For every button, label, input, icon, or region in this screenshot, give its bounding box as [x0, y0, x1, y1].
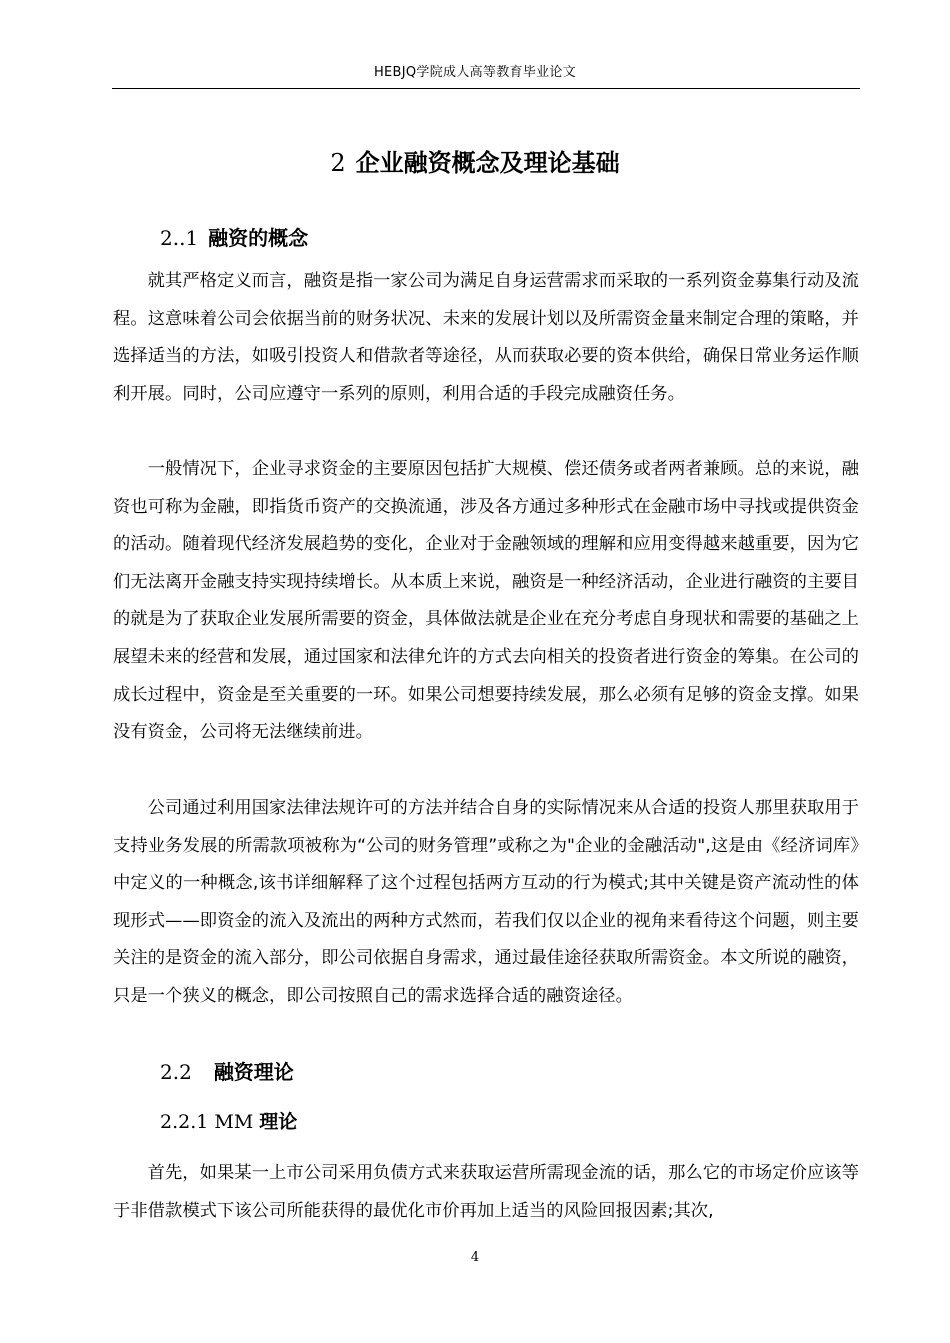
section-heading-2-1 [160, 223, 308, 253]
header-divider [112, 88, 860, 89]
chapter-number: 2 [330, 149, 346, 177]
chapter-title [0, 145, 950, 181]
body-paragraph: 就其严格定义而言，融资是指一家公司为满足自身运营需求而采取的一系列资金募集行动及流程。这意味着公司会依据当前的财务状况、未来的发展计划以及所需资金量来制定合理的策略，并选择适当的方法，如吸引投资人和借款者等途径，从而获取必要的资本供给，确保日常业务运作顺利开展。同时，公司应遵守一系列的原则，利用合适的手段完成融资任务。 [113, 271, 859, 404]
section-title: 融资的概念 [208, 226, 309, 250]
section-heading-2-2 [160, 1057, 294, 1087]
section-title: 融资理论 [213, 1060, 294, 1084]
body-paragraph: 首先，如果某一上市公司采用负债方式来获取运营所需现金流的话，那么它的市场定价应该等于非借款模式下该公司所能获得的最优化市价再加上适当的风险回报因素;其次, [113, 1163, 859, 1221]
body-paragraph: 一般情况下，企业寻求资金的主要原因包括扩大规模、偿还债务或者两者兼顾。总的来说，融资也可称为金融，即指货币资产的交换流通，涉及各方通过多种形式在金融市场中寻找或提供资金的活动。随着现代经济发展趋势的变化，企业对于金融领域的理解和应用变得越来越重要，因为它们无法离开金融支持实现持续增长。从本质上来说，融资是一种经济活动，企业进行融资的主要目的就是为了获取企业发展所需要的资金，具体做法就是企业在充分考虑自身现状和需要的基础之上展望未来的经营和发展，通过国家和法律允许的方式去向相关的投资者进行资金的筹集。在公司的成长过程中，资金是至关重要的一环。如果公司想要持续发展，那么必须有足够的资金支撑。如果没有资金，公司将无法继续前进。 [113, 459, 859, 743]
body-paragraph: 公司通过利用国家法律法规许可的方法并结合自身的实际情况来从合适的投资人那里获取用于支持业务发展的所需款项被称为“公司的财务管理”或称之为"企业的金融活动",这是由《经济词库》中定义的一种概念,该书详细解释了这个过程包括两方互动的行为模式;其中关键是资产流动性的体现形式——即资金的流入及流出的两种方式然而，若我们仅以企业的视角来看待这个问题，则主要关注的是资金的流入部分，即公司依据自身需求，通过最佳途径获取所需资金。本文所说的融资，只是一个狭义的概念，即公司按照自己的需求选择合适的融资途径。 [113, 798, 859, 1006]
page-number: 4 [470, 1250, 480, 1265]
running-header: HEBJQ学院成人高等教育毕业论文 [373, 65, 577, 80]
subsection-number: 2.2.1 MM [160, 1111, 254, 1133]
subsection-title: 理论 [259, 1111, 298, 1133]
chapter-title-text: 企业融资概念及理论基础 [355, 149, 620, 177]
section-number: 2..1 [160, 226, 199, 250]
section-number: 2.2 [160, 1060, 192, 1084]
subsection-heading-2-2-1 [160, 1107, 297, 1137]
